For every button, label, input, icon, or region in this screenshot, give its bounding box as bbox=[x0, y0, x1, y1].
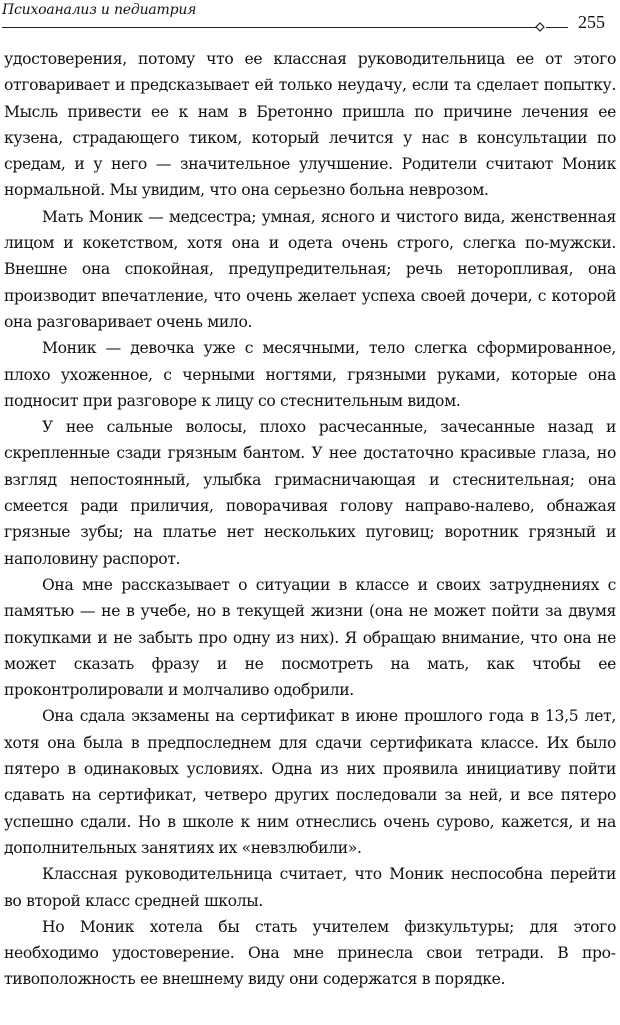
paragraph: Она сдала экзамены на сертификат в июне прошлого года в 13,5 лет, хотя она была в предпоследнем для сдачи сертификата классе. Их было пятеро в одинаковых условиях. Одна из них проявила инициативу пойти сдавать на сертификат, четверо других последовали за ней, и все пятеро успешно сдали. Но в школе к ним отнеслись очень сурово, кажется, и на дополнительных занятиях их «невзлюбили». bbox=[4, 707, 616, 857]
page-header bbox=[0, 0, 620, 48]
paragraph: Мать Моник — медсестра; умная, ясного и чистого вида, женственная лицом и кокетством, хотя она и одета очень строго, слегка по-мужски. Внешне она спокойная, предупредительная; речь неторопливая, она производит впечатление, что очень желает успеха своей дочери, с которой она разговаривает очень мило. bbox=[4, 207, 616, 331]
paragraph: удостоверения, потому что ее классная руководительница ее от этого отговаривает и предсказывает ей только неудачу, если та сделает попытку. Мысль привести ее к нам в Бретонно пришла по причине лечения ее кузена, страдающего тиком, который лечится у нас в консультации по средам, и у него — значительное улучшение. Родители считают Моник нормальной. Мы увидим, что она серьезно больна неврозом. bbox=[4, 50, 616, 200]
paragraph: Моник — девочка уже с месячными, тело слегка сформированное, плохо ухоженное, с черными ногтями, грязными руками, которые она подносит при разговоре к лицу со стеснительным видом. bbox=[4, 339, 616, 410]
diamond-ornament-icon bbox=[535, 22, 545, 32]
header-rule-tail bbox=[546, 27, 568, 28]
page-number: 255 bbox=[578, 12, 605, 32]
paragraph: Она мне рассказывает о ситуации в классе и своих затруднениях с памятью — не в учебе, но в текущей жизни (она не может пойти за двумя покупками и не забыть про одну из них). Я обращаю внимание, что она не может сказать фразу и не посмотреть на мать, как чтобы ее проконтролировали и молчаливо одобрили. bbox=[4, 575, 616, 700]
paragraph: Но Моник хотела бы стать учителем физкультуры; для этого необходимо удостоверение. Она мне принесла свои тетради. В противоположность ее внешнему виду они содержатся в порядке. bbox=[4, 917, 616, 989]
running-title: Психоанализ и педиатрия bbox=[2, 2, 197, 18]
paragraph: У нее сальные волосы, плохо расчесанные, зачесанные назад и скрепленные сзади грязным бантом. У нее достаточно красивые глаза, но взгляд непостоянный, улыбка гримасничающая и стеснительная; она смеется ради приличия, поворачивая голову направо-налево, обнажая грязные зубы; на платье нет нескольких пуговиц; воротник грязный и наполовину распорот. bbox=[4, 418, 616, 568]
body-text bbox=[4, 46, 616, 993]
header-rule bbox=[2, 27, 542, 28]
paragraph: Классная руководительница считает, что Моник неспособна перейти во второй класс средней школы. bbox=[4, 865, 616, 910]
